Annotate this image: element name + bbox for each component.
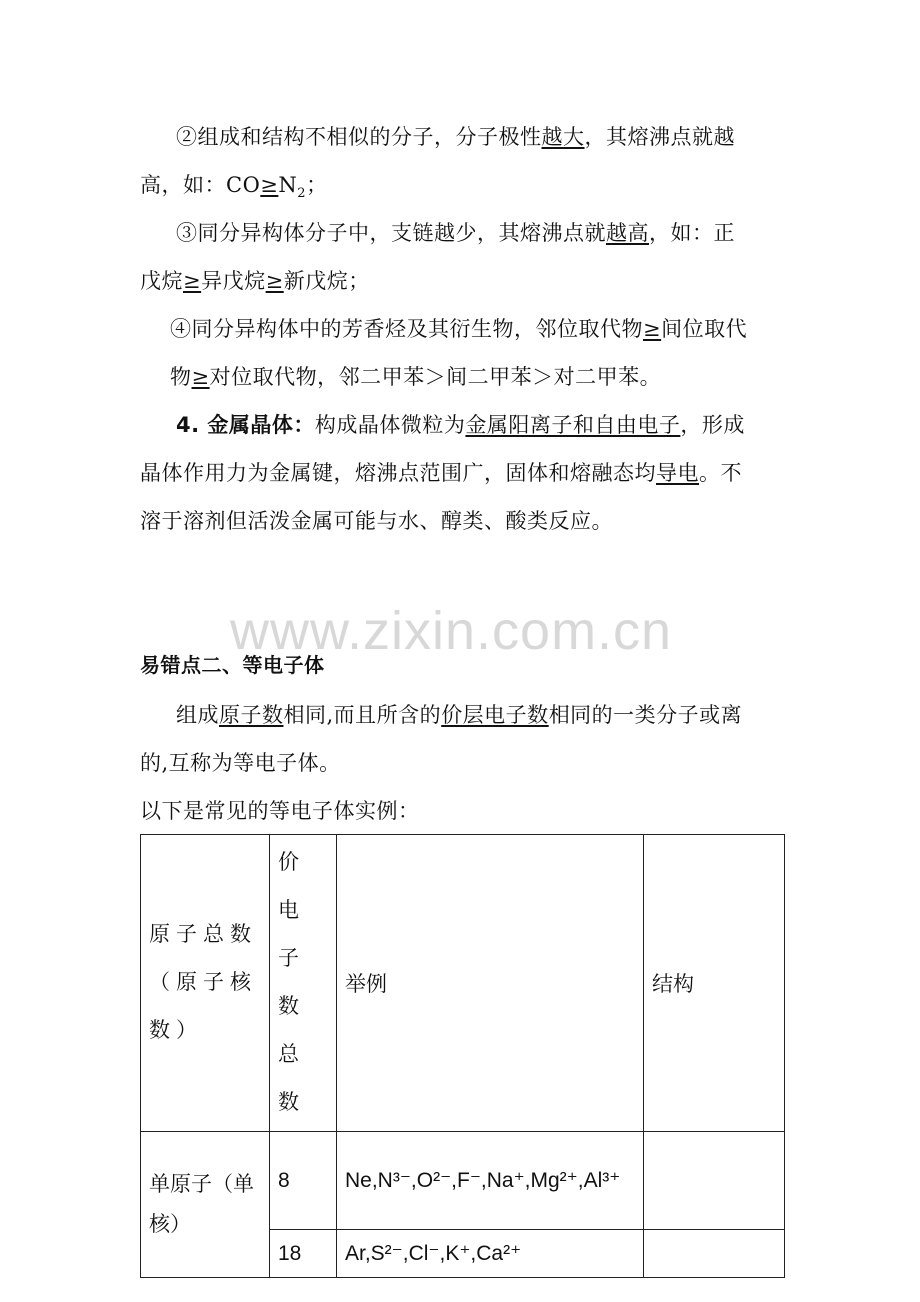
paragraph-4-line2 — [170, 362, 661, 392]
underlined-text: 越大 — [541, 125, 585, 149]
paragraph-3-line2 — [140, 266, 370, 296]
cell-example: Ne,N³⁻,O²⁻,F⁻,Na⁺,Mg²⁺,Al³⁺ — [337, 1132, 644, 1230]
underlined-text: 价层电子数 — [441, 703, 549, 727]
text: 相同,而且所含的 — [283, 703, 442, 727]
text: ②组成和结构不相似的分子，分子极性 — [176, 125, 542, 149]
definition-line2 — [140, 748, 341, 778]
text: 的,互称为等电子体。 — [140, 751, 341, 775]
header-structure: 结构 — [644, 835, 785, 1132]
ge-symbol: ≥ — [260, 173, 279, 197]
paragraph-4-line1 — [170, 314, 747, 344]
text: ； — [306, 173, 328, 197]
metal-crystal-line1 — [176, 410, 745, 440]
text: ，其熔沸点就越 — [584, 125, 735, 149]
cell-electrons: 8 — [270, 1132, 337, 1230]
text: 异戊烷 — [201, 269, 266, 293]
text: ③同分异构体分子中，支链越少，其熔沸点就 — [176, 221, 606, 245]
cell-electrons: 18 — [270, 1230, 337, 1278]
metal-crystal-line2 — [140, 458, 742, 488]
text: 溶于溶剂但活泼金属可能与水、醇类、酸类反应。 — [140, 509, 613, 533]
metal-crystal-line3 — [140, 506, 613, 536]
watermark: www.zixin.com.cn — [230, 601, 673, 661]
ge-symbol: ≥ — [191, 365, 210, 389]
header-atom-count: 原子总数（原子核数） — [141, 835, 270, 1132]
cell-example: Ar,S²⁻,Cl⁻,K⁺,Ca²⁺ — [337, 1230, 644, 1278]
text: ④同分异构体中的芳香烃及其衍生物，邻位取代物 — [170, 317, 643, 341]
text: 相同的一类分子或离 — [548, 703, 743, 727]
underlined-text: 金属阳离子和自由电子 — [465, 413, 681, 437]
section-heading: 易错点二、等电子体 — [140, 653, 325, 677]
text: 。不 — [699, 461, 742, 485]
text: 高，如：CO — [140, 173, 261, 197]
ge-symbol: ≥ — [265, 269, 284, 293]
text: 对位取代物，邻二甲苯＞间二甲苯＞对二甲苯。 — [209, 365, 662, 389]
text: 新戊烷； — [283, 269, 370, 293]
subscript: 2 — [297, 186, 307, 202]
text: ，如：正 — [649, 221, 735, 245]
table-header-row — [141, 835, 785, 1132]
header-valence-electrons: 价电子数总数 — [270, 835, 337, 1132]
text: 组成 — [176, 703, 219, 727]
paragraph-2-line2 — [140, 170, 328, 209]
text: 以下是常见的等电子体实例： — [140, 799, 420, 823]
text: 构成晶体微粒为 — [314, 413, 466, 437]
definition-line1 — [176, 700, 742, 730]
examples-intro — [140, 796, 420, 826]
ge-symbol: ≥ — [183, 269, 202, 293]
header-example: 举例 — [337, 835, 644, 1132]
text: 晶体作用力为金属键，熔沸点范围广，固体和熔融态均 — [140, 461, 656, 485]
text: ，形成 — [680, 413, 745, 437]
row-label-monatomic: 单原子（单核） — [141, 1132, 270, 1278]
underlined-text: 越高 — [606, 221, 649, 245]
table-row — [141, 1132, 785, 1230]
cell-structure — [644, 1230, 785, 1278]
metal-crystal-heading: 4. 金属晶体： — [176, 413, 315, 437]
underlined-text: 导电 — [656, 461, 699, 485]
cell-structure — [644, 1132, 785, 1230]
isoelectronic-table — [140, 834, 785, 1278]
text: 戊烷 — [140, 269, 183, 293]
ge-symbol: ≥ — [643, 317, 662, 341]
text: 物 — [170, 365, 192, 389]
text: 间位取代 — [661, 317, 748, 341]
text: N — [278, 173, 298, 197]
underlined-text: 原子数 — [219, 703, 284, 727]
paragraph-3-line1 — [176, 218, 735, 248]
paragraph-2-line1 — [176, 122, 735, 152]
